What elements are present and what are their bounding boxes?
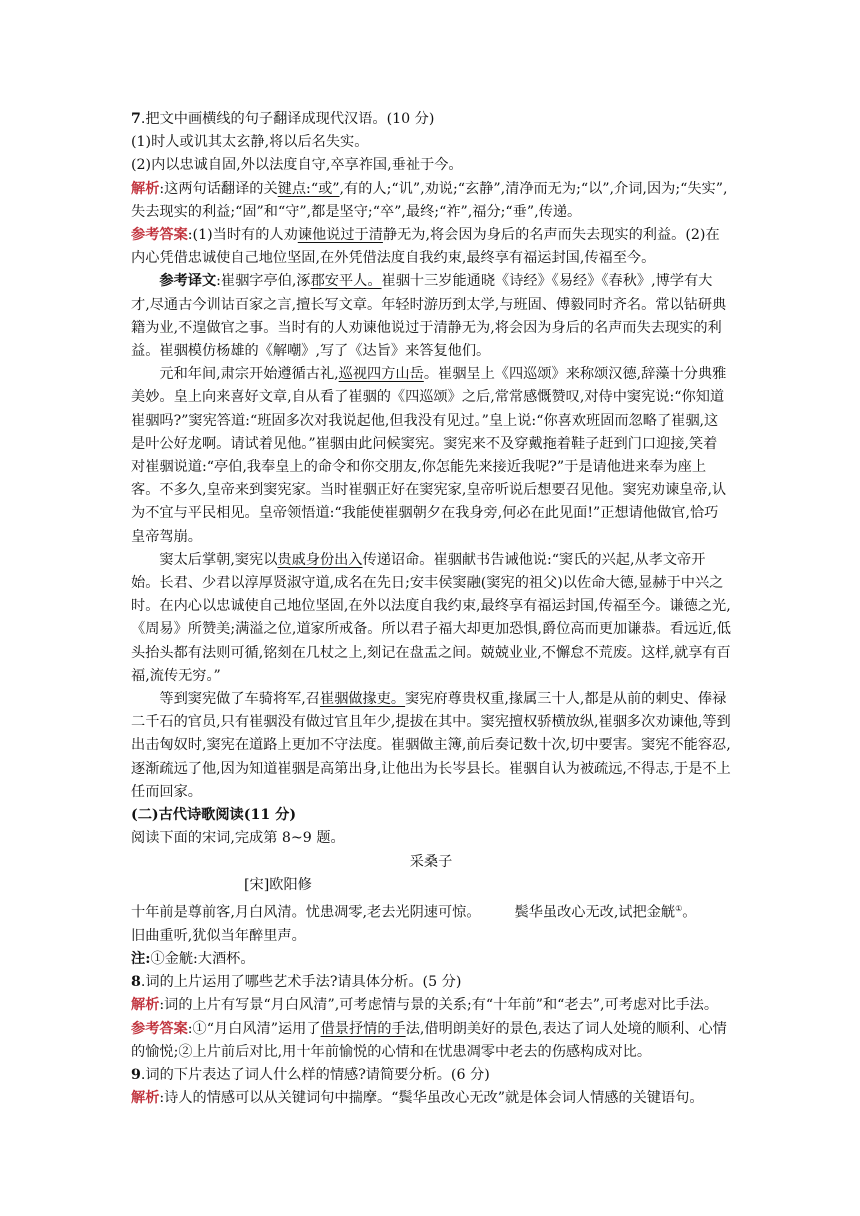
underlined-text: 崔骃做掾吏。 bbox=[319, 691, 406, 708]
translation-paragraph-3 bbox=[131, 549, 731, 688]
translation-text: 窦太后掌朝,窦宪以 bbox=[159, 551, 278, 568]
underlined-text: 谏他说过于清 bbox=[297, 227, 383, 244]
poem-line-1 bbox=[131, 897, 731, 925]
question-number: 7 bbox=[131, 111, 141, 127]
question-number: 8 bbox=[131, 974, 141, 991]
poem-title: 采桑子 bbox=[409, 853, 453, 870]
question-text: .词的上片运用了哪些艺术手法?请具体分析。(5 分) bbox=[140, 974, 462, 991]
poem-author: [宋]欧阳修 bbox=[244, 876, 312, 893]
question-9-title bbox=[131, 1064, 731, 1087]
note-label: 注: bbox=[131, 951, 151, 968]
translation-text: 崔骃十三岁能通晓《诗经》《易经》《春秋》,博学有大才,尽通古今训诂百家之言,擅长写文章。年轻时游历到太学,与班固、傅毅同时齐名。常以钻研典籍为业,不遑做官之事。当时有的人劝谏他说过于清静无为,将会因为身后的名声而失去现实的利益。崔骃模仿杨雄的《解嘲》,写了《达旨》来答复他们。 bbox=[131, 273, 727, 360]
analysis-text: :这两句话翻译的关 bbox=[159, 180, 278, 197]
analysis-label: 解析 bbox=[131, 180, 160, 197]
question-7-answer bbox=[131, 224, 731, 270]
analysis-text: :词的上片有写景“月白风清”,可考虑情与景的关系;有“十年前”和“老去”,可考虑对比手法。 bbox=[159, 997, 719, 1014]
translation-paragraph-4 bbox=[131, 688, 731, 804]
question-9-analysis bbox=[131, 1087, 731, 1110]
footnote-marker: ① bbox=[675, 903, 683, 913]
question-text: .词的下片表达了词人什么样的情感?请简要分析。(6 分) bbox=[140, 1067, 490, 1084]
section-heading: (二)古代诗歌阅读(11 分) bbox=[131, 807, 297, 824]
translation-text: 。崔骃呈上《四巡颂》来称颂汉德,辞藻十分典雅美妙。皇上向来喜好文章,自从看了崔骃的《四巡颂》之后,常常感慨赞叹,对侍中窦宪说:“你知道崔骃吗?”窦宪答道:“班固多次对我说起他,但我没有见过。”皇上说:“你喜欢班固而忽略了崔骃,这是叶公好龙啊。请试着见他。”崔骃由此问候窦宪。窦宪来不及穿戴拖着鞋子赶到门口迎接,笑着对崔骃说道:“亭伯,我奉皇上的命令和你交朋友,你怎能先来接近我呢?”于是请他进来奉为座上客。不多久,皇帝来到窦宪家。当时崔骃正好在窦宪家,皇帝听说后想要召见他。窦宪劝谏皇帝,认为不宜与平民相见。皇帝领悟道:“我能使崔骃朝夕在我身旁,何必在此见面!”正想请他做官,恰巧皇帝驾崩。 bbox=[131, 366, 727, 545]
analysis-label: 解析 bbox=[131, 997, 160, 1014]
analysis-label: 解析 bbox=[131, 1090, 160, 1107]
question-8-analysis bbox=[131, 994, 731, 1017]
underlined-text: 借景抒情的手 bbox=[320, 1020, 406, 1037]
poem-text: 十年前是尊前客,月白风清。忧患凋零,老去光阴速可惊。 bbox=[131, 904, 481, 921]
translation-text: 传递诏命。崔骃献书告诫他说:“窦氏的兴起,从孝文帝开始。长君、少君以淳厚贤淑守道,成名在先日;安丰侯窦融(窦宪的祖父)以佐命大德,显赫于中兴之时。在内心以忠诚使自己地位坚固,在外以法度自我约束,最终享有福运封国,传福至今。谦德之光,《周易》所赞美;满溢之位,道家所戒备。所以君子福大却更加恐惧,爵位高而更加谦恭。看远近,低头抬头都有法则可循,铭刻在几杖之上,刻记在盘盂之间。兢兢业业,不懈怠不荒废。这样,就享有百福,流传无穷。” bbox=[131, 551, 731, 684]
question-8-title bbox=[131, 971, 731, 994]
poem-note bbox=[131, 948, 731, 971]
underlined-text: 郡安平人。 bbox=[310, 273, 382, 290]
answer-label: 参考答案 bbox=[131, 227, 188, 244]
analysis-text: :诗人的情感可以从关键词句中揣摩。“鬓华虽改心无改”就是体会词人情感的关键语句。 bbox=[159, 1090, 704, 1107]
translation-text: 窦宪府尊贵权重,掾属三十人,都是从前的刺史、俸禄二千石的官员,只有崔骃没有做过官且年少,提拔在其中。窦宪擅权骄横放纵,崔骃多次劝谏他,等到出击匈奴时,窦宪在道路上更加不守法度。崔骃做主簿,前后奏记数十次,切中要害。窦宪不能容忍,逐渐疏远了他,因为知道崔骃是高第出身,让他出为长岑县长。崔骃自认为被疏远,不得志,于是不上任而回家。 bbox=[131, 691, 731, 800]
translation-text: :崔骃字亭伯,涿 bbox=[216, 273, 311, 290]
question-number: 9 bbox=[131, 1067, 141, 1084]
document-page bbox=[131, 108, 731, 1110]
answer-label: 参考答案 bbox=[131, 1020, 188, 1037]
translation-text: 等到窦宪做了车骑将军,召 bbox=[159, 691, 320, 708]
translation-paragraph-2 bbox=[131, 363, 731, 549]
note-text: ①金觥:大酒杯。 bbox=[150, 951, 255, 968]
translation-paragraph-1 bbox=[131, 270, 731, 363]
question-8-answer bbox=[131, 1018, 731, 1064]
question-7-analysis bbox=[131, 178, 731, 224]
question-7-sentence-1: (1)时人或讥其太玄静,将以后名失实。 bbox=[131, 134, 369, 151]
answer-text: 法,借明朗美好的景色,表达了词人处境的顺利、心情的愉悦;②上片前后对比,用十年前愉悦的心情和在忧患凋零中老去的伤感构成对比。 bbox=[131, 1020, 727, 1060]
answer-text: :①“月白风清”运用了 bbox=[187, 1020, 321, 1037]
poem-text: 。 bbox=[682, 904, 697, 921]
answer-text: 静无为,将会因为身后的名声而失去现实的利益。(2)在内心凭借忠诚使自己地位坚固,在外凭借法度自我约束,最终享有福运封国,传福至今。 bbox=[131, 227, 720, 267]
translation-text: 元和年间,肃宗开始遵循古礼, bbox=[159, 366, 339, 383]
underlined-text: 贵戚身份出入 bbox=[277, 551, 363, 568]
poem-text: 鬓华虽改心无改,试把金觥 bbox=[514, 904, 676, 921]
question-7-sentence-2: (2)内以忠诚自固,外以法度自守,卒享祚国,垂祉于今。 bbox=[131, 157, 463, 174]
underlined-text: 键点:“或” bbox=[277, 180, 340, 197]
answer-text: :(1)当时有的人劝 bbox=[187, 227, 298, 244]
translation-label: 参考译文 bbox=[159, 273, 217, 290]
question-text: .把文中画横线的句子翻译成现代汉语。(10 分) bbox=[140, 111, 435, 127]
question-7-title bbox=[131, 108, 731, 131]
section-intro: 阅读下面的宋词,完成第 8~9 题。 bbox=[131, 830, 345, 847]
underlined-text: 巡视四方山岳 bbox=[338, 366, 424, 383]
analysis-text: ,有的人;“讥”,劝说;“玄静”,清净而无为;“以”,介词,因为;“失实”,失去现实的利益;“固”和“守”,都是坚守;“卒”,最终;“祚”,福分;“垂”,传递。 bbox=[131, 180, 728, 220]
poem-line-2: 旧曲重听,犹似当年醉里声。 bbox=[131, 927, 306, 944]
